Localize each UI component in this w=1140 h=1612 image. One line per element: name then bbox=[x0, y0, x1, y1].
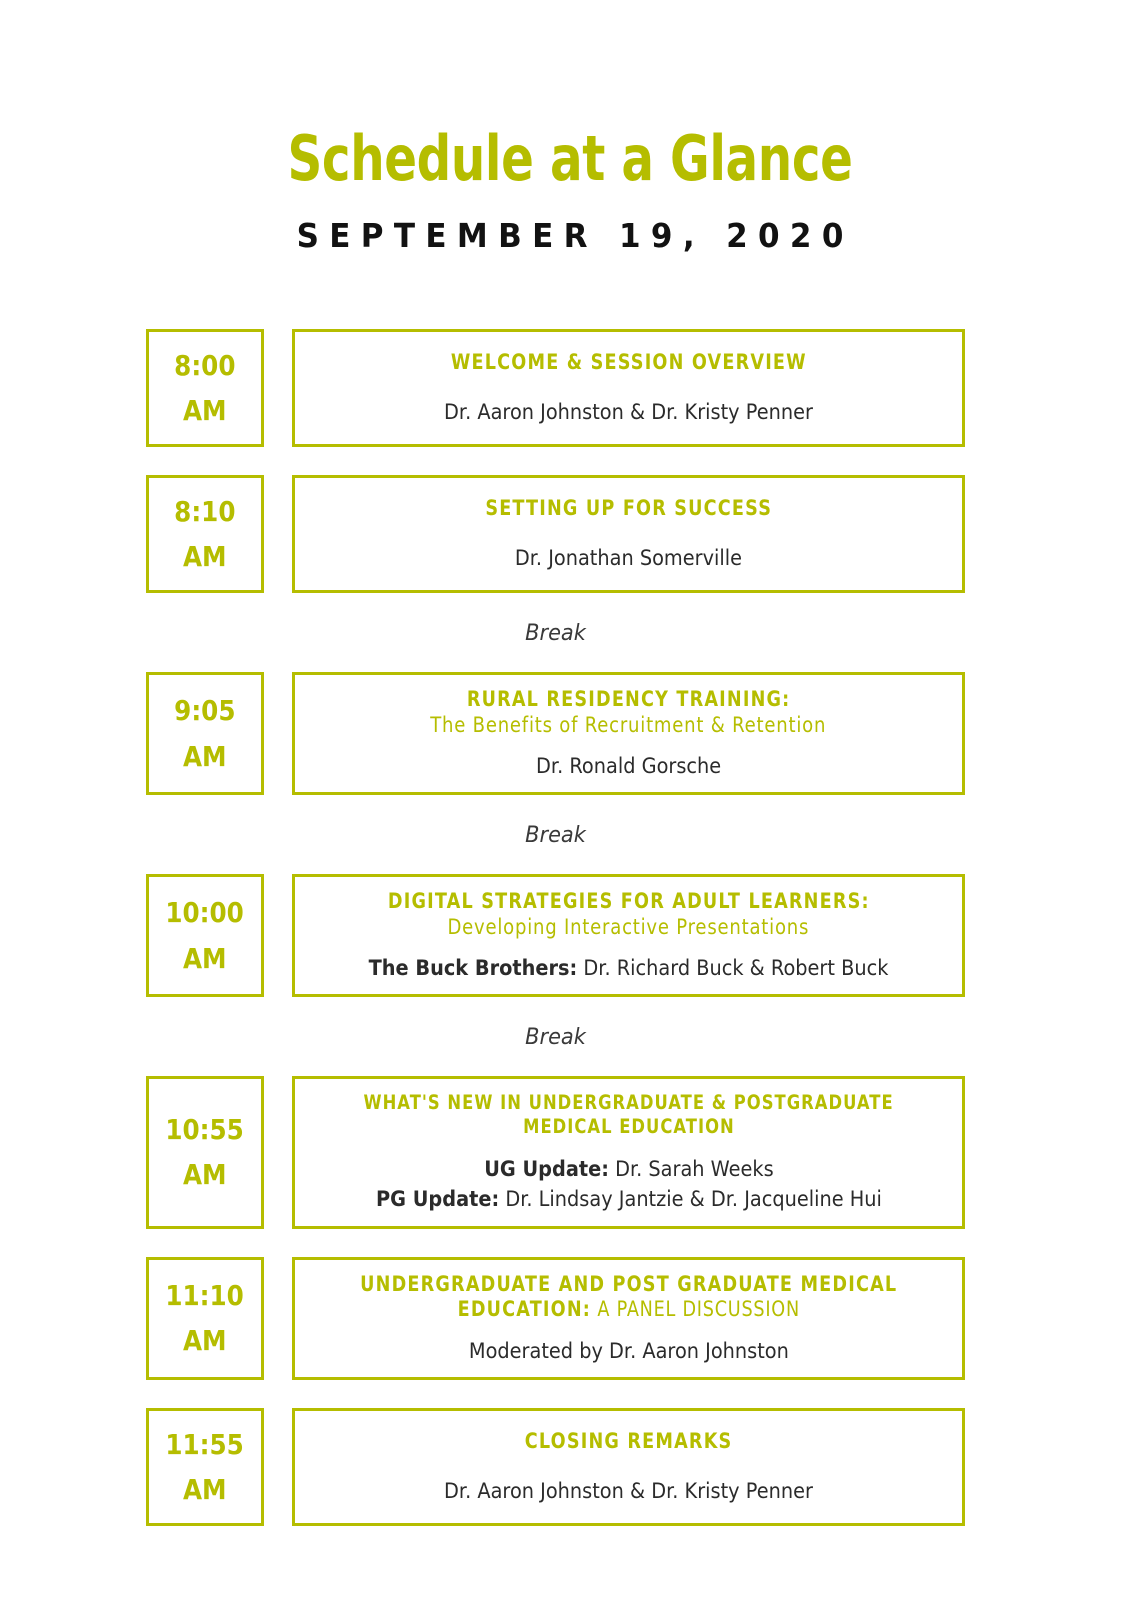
page-title: Schedule at a Glance bbox=[287, 122, 853, 195]
time-value: 8:00 bbox=[174, 348, 236, 382]
time-box bbox=[146, 1408, 264, 1526]
session-presenter bbox=[376, 1155, 882, 1214]
schedule-list bbox=[0, 329, 1140, 1526]
time-box bbox=[146, 1257, 264, 1381]
session-title-bold-part: EDUCATION: bbox=[457, 1297, 591, 1322]
session-box bbox=[292, 874, 965, 997]
presenter-names-ug: Dr. Sarah Weeks bbox=[608, 1156, 774, 1181]
schedule-row bbox=[146, 475, 965, 593]
time-value: 10:55 bbox=[165, 1113, 245, 1147]
session-presenter: Moderated by Dr. Aaron Johnston bbox=[468, 1338, 789, 1363]
time-meridiem: AM bbox=[183, 941, 227, 975]
session-box bbox=[292, 672, 965, 795]
time-box bbox=[146, 874, 264, 997]
session-box bbox=[292, 475, 965, 593]
presenter-names-pg: Dr. Lindsay Jantzie & Dr. Jacqueline Hui bbox=[498, 1187, 882, 1212]
time-meridiem: AM bbox=[183, 394, 227, 427]
break-separator: Break bbox=[525, 823, 586, 849]
session-box bbox=[292, 329, 965, 447]
session-presenter bbox=[369, 954, 889, 982]
time-value: 9:05 bbox=[174, 694, 236, 728]
session-presenter: Dr. Jonathan Somerville bbox=[514, 545, 743, 570]
session-title-light-part: A PANEL DISCUSSION bbox=[590, 1297, 800, 1322]
schedule-row bbox=[146, 1076, 965, 1228]
session-title: WELCOME & SESSION OVERVIEW bbox=[450, 350, 807, 375]
time-value: 11:10 bbox=[165, 1278, 245, 1312]
session-title-line-2 bbox=[457, 1297, 799, 1323]
presenter-line-pg bbox=[376, 1185, 882, 1213]
session-title: DIGITAL STRATEGIES FOR ADULT LEARNERS: bbox=[387, 889, 870, 914]
session-title-line-1: UNDERGRADUATE AND POST GRADUATE MEDICAL bbox=[359, 1271, 898, 1296]
presenter-lead-ug: UG Update: bbox=[483, 1156, 609, 1181]
time-box bbox=[146, 1076, 264, 1228]
session-title-line-2: MEDICAL EDUCATION bbox=[522, 1115, 735, 1139]
time-value: 10:00 bbox=[165, 896, 245, 930]
time-meridiem: AM bbox=[183, 1158, 227, 1192]
schedule-row bbox=[146, 1257, 965, 1381]
time-value: 11:55 bbox=[165, 1427, 245, 1461]
time-meridiem: AM bbox=[183, 1324, 227, 1358]
session-title-line-1: WHAT'S NEW IN UNDERGRADUATE & POSTGRADUATE bbox=[363, 1091, 894, 1115]
presenter-line-ug bbox=[376, 1155, 882, 1183]
time-meridiem: AM bbox=[183, 1473, 227, 1507]
time-meridiem: AM bbox=[183, 540, 227, 573]
presenter-lead-pg: PG Update: bbox=[375, 1187, 499, 1212]
time-value: 8:10 bbox=[174, 494, 236, 528]
page-header bbox=[0, 0, 1140, 255]
session-presenter: Dr. Ronald Gorsche bbox=[535, 753, 722, 778]
time-box bbox=[146, 475, 264, 593]
session-presenter: Dr. Aaron Johnston & Dr. Kristy Penner bbox=[444, 399, 813, 424]
session-title: RURAL RESIDENCY TRAINING: bbox=[466, 687, 791, 711]
break-separator: Break bbox=[525, 621, 586, 646]
time-box bbox=[146, 329, 264, 447]
session-subtitle: Developing Interactive Presentations bbox=[447, 914, 810, 939]
schedule-row bbox=[146, 672, 965, 795]
time-box bbox=[146, 672, 264, 795]
session-title: CLOSING REMARKS bbox=[524, 1429, 733, 1454]
break-separator: Break bbox=[525, 1025, 586, 1051]
session-presenter: Dr. Aaron Johnston & Dr. Kristy Penner bbox=[444, 1478, 813, 1503]
schedule-row bbox=[146, 874, 965, 997]
session-box bbox=[292, 1257, 965, 1381]
session-box bbox=[292, 1076, 965, 1228]
presenter-names: Dr. Richard Buck & Robert Buck bbox=[577, 955, 889, 980]
page-date: SEPTEMBER 19, 2020 bbox=[296, 216, 854, 255]
time-meridiem: AM bbox=[183, 739, 227, 773]
presenter-lead: The Buck Brothers: bbox=[368, 955, 578, 980]
schedule-row bbox=[146, 1408, 965, 1526]
schedule-row bbox=[146, 329, 965, 447]
session-subtitle: The Benefits of Recruitment & Retention bbox=[430, 712, 827, 737]
session-box bbox=[292, 1408, 965, 1526]
session-title: SETTING UP FOR SUCCESS bbox=[485, 496, 772, 521]
